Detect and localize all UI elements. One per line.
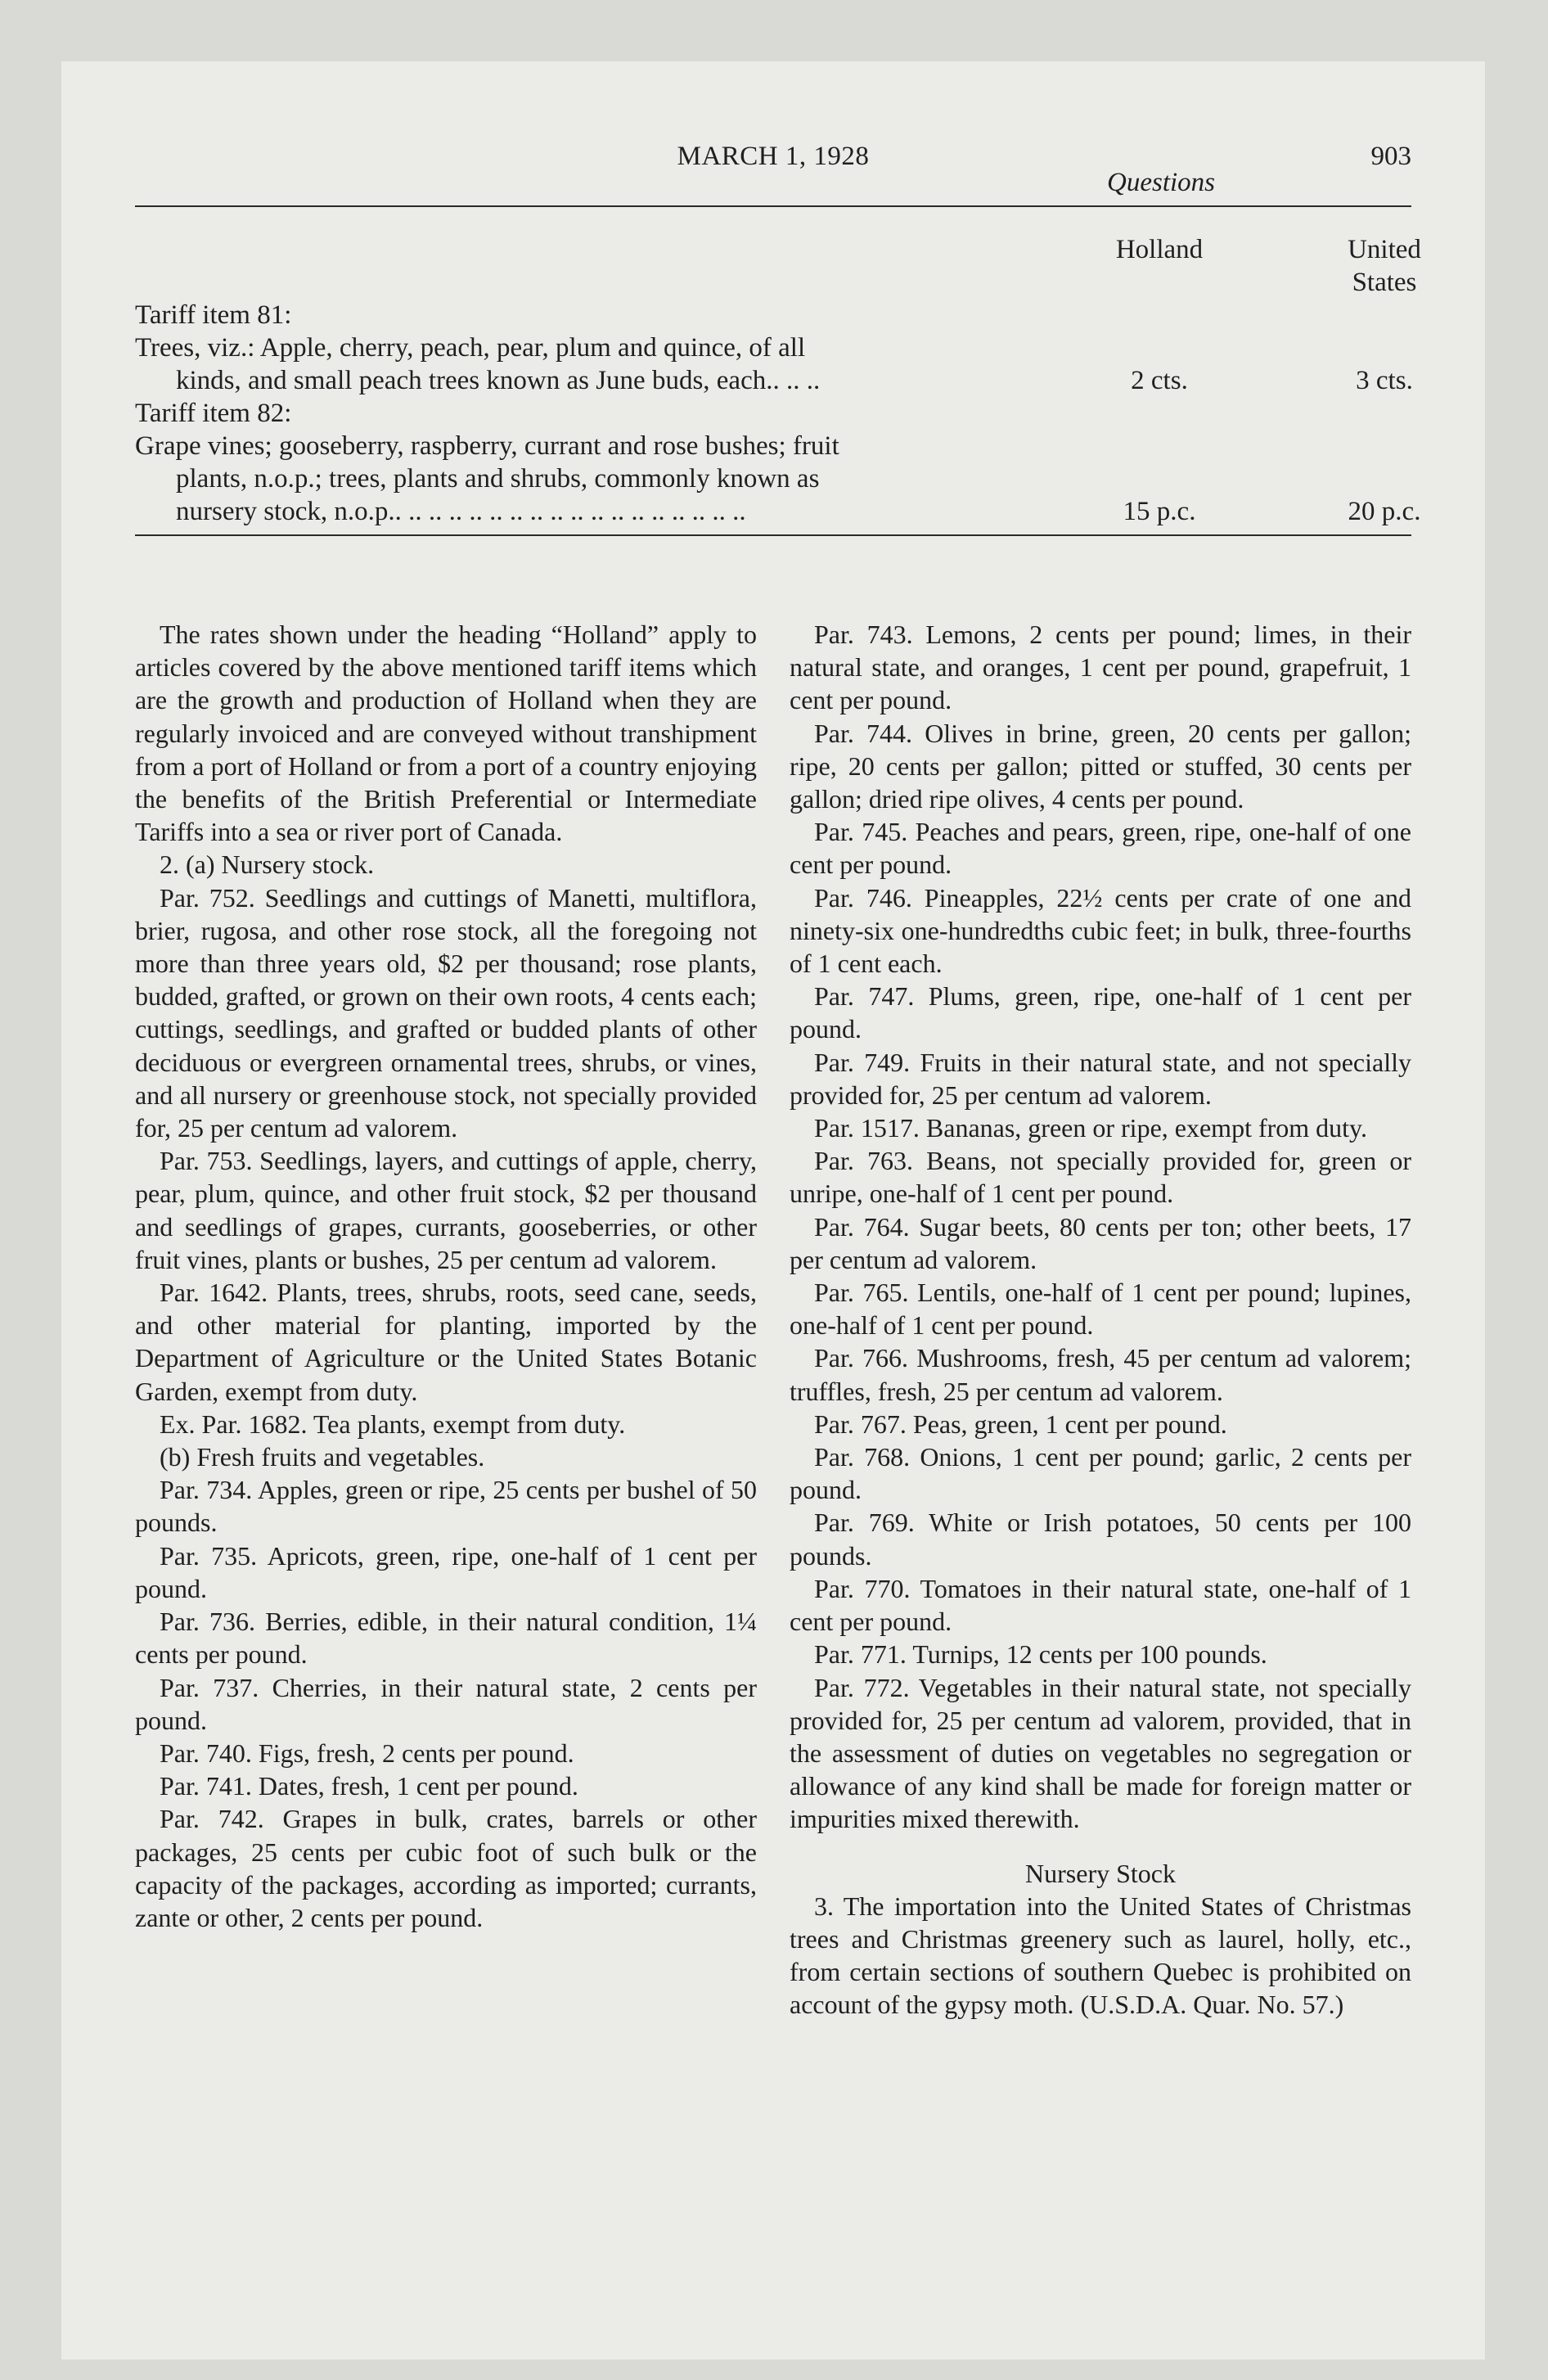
paragraph: Par. 742. Grapes in bulk, crates, barrels or other packages, 25 cents per cubic foot of such bulk or the capacity of the packages, according as imported; currants, zante or other, 2 cents per pound. <box>135 1804 757 1932</box>
paragraph: Par. 737. Cherries, in their natural state, 2 cents per pound. <box>135 1672 757 1735</box>
rate-united-states: 3 cts. <box>1356 366 1413 395</box>
paragraph: Par. 741. Dates, fresh, 1 cent per pound. <box>160 1771 578 1801</box>
paragraph: Par. 1642. Plants, trees, shrubs, roots, seed cane, seeds, and other material for planting, imported by the Department of Agriculture or the United States Botanic Garden, exempt from duty. <box>135 1278 757 1406</box>
paragraph: Par. 767. Peas, green, 1 cent per pound. <box>814 1409 1227 1439</box>
paragraph: Par. 753. Seedlings, layers, and cuttings of apple, cherry, pear, plum, quince, and other fruit stock, $2 per thousand and seedlings of grapes, currants, gooseberries, or other fruit vines, plants or bushes, 25 per centum ad valorem. <box>135 1146 757 1274</box>
paragraph: Par. 765. Lentils, one-half of 1 cent per pound; lupines, one-half of 1 cent per pound. <box>790 1278 1411 1341</box>
tariff-row-text: Trees, viz.: Apple, cherry, peach, pear, plum and quince, of all <box>135 333 806 363</box>
right-column <box>790 618 1411 2022</box>
tariff-row <box>135 495 1421 528</box>
paragraph: (b) Fresh fruits and vegetables. <box>160 1442 485 1472</box>
paragraph: Par. 769. White or Irish potatoes, 50 cents per 100 pounds. <box>790 1508 1411 1571</box>
paragraph: Par. 746. Pineapples, 22½ cents per crate of one and ninety-six one-hundredths cubic feet; in bulk, three-fourths of 1 cent each. <box>790 882 1411 979</box>
tariff-row-text: nursery stock, n.o.p.. .. .. .. .. .. .. .. .. .. .. .. .. .. .. .. .. .. <box>176 497 746 526</box>
tariff-row <box>135 364 1411 397</box>
tariff-row-text: kinds, and small peach trees known as June buds, each.. .. .. <box>176 366 821 395</box>
header-date: MARCH 1, 1928 <box>677 142 870 171</box>
document-page <box>61 61 1485 2360</box>
column-holland: Holland <box>1115 235 1204 264</box>
paragraph: Par. 736. Berries, edible, in their natural condition, 1¼ cents per pound. <box>135 1607 757 1670</box>
rate-united-states: 20 p.c. <box>1348 497 1421 526</box>
header-rule <box>135 205 1411 207</box>
tariff-row <box>135 462 1411 495</box>
page-header <box>135 142 1411 199</box>
paragraph: 2. (a) Nursery stock. <box>160 850 375 880</box>
tariff-row-text: Tariff item 82: <box>135 399 292 428</box>
paragraph: Par. 747. Plums, green, ripe, one-half of 1 cent per pound. <box>790 981 1411 1044</box>
paragraph: Par. 744. Olives in brine, green, 20 cents per gallon; ripe, 20 cents per gallon; pitted or stuffed, 30 cents per gallon; dried ripe olives, 4 cents per pound. <box>790 718 1411 814</box>
paragraph: Par. 734. Apples, green or ripe, 25 cents per bushel of 50 pounds. <box>135 1475 757 1538</box>
paragraph: Par. 1517. Bananas, green or ripe, exempt from duty. <box>814 1113 1367 1143</box>
paragraph: Par. 771. Turnips, 12 cents per 100 pounds. <box>814 1639 1267 1670</box>
paragraph: Par. 766. Mushrooms, fresh, 45 per centum ad valorem; truffles, fresh, 25 per centum ad valorem. <box>790 1343 1411 1406</box>
paragraph: Par. 770. Tomatoes in their natural state, one-half of 1 cent per pound. <box>790 1573 1411 1637</box>
header-section: Questions <box>1107 168 1215 197</box>
rate-holland: 2 cts. <box>1131 366 1188 395</box>
paragraph: Ex. Par. 1682. Tea plants, exempt from duty. <box>160 1409 626 1439</box>
tariff-row <box>135 430 1411 462</box>
paragraph: Par. 735. Apricots, green, ripe, one-half of 1 cent per pound. <box>135 1540 757 1603</box>
paragraph: Par. 764. Sugar beets, 80 cents per ton; other beets, 17 per centum ad valorem. <box>790 1211 1411 1274</box>
paragraph: Par. 745. Peaches and pears, green, ripe, one-half of one cent per pound. <box>790 817 1411 880</box>
rate-holland: 15 p.c. <box>1123 497 1196 526</box>
paragraph: Par. 772. Vegetables in their natural state, not specially provided for, 25 per centum ad valorem, provided, that in the assessment of duties on vegetables no segregation or allowance of any kind shall be made for foreign matter or impurities mixed therewith. <box>790 1672 1411 1834</box>
tariff-row <box>135 331 1411 364</box>
paragraph: Par. 749. Fruits in their natural state, and not specially provided for, 25 per centum ad valorem. <box>790 1047 1411 1110</box>
tariff-row-text: Grape vines; gooseberry, raspberry, currant and rose bushes; fruit <box>135 431 839 461</box>
section-heading: Nursery Stock <box>1025 1858 1176 1888</box>
paragraph: 3. The importation into the United States of Christmas trees and Christmas greenery such as laurel, holly, etc., from certain sections of southern Quebec is prohibited on account of the gypsy moth. (U.S.D.A. Quar. No. 57.) <box>790 1891 1411 2020</box>
page-number: 903 <box>1370 142 1411 171</box>
tariff-row <box>135 397 1411 430</box>
paragraph: Par. 763. Beans, not specially provided for, green or unripe, one-half of 1 cent per pound. <box>790 1146 1411 1209</box>
tariff-row <box>135 299 1411 331</box>
left-column <box>135 618 757 1934</box>
paragraph: Par. 752. Seedlings and cuttings of Manetti, multiflora, brier, rugosa, and other rose stock, all the foregoing not more than three years old, $2 per thousand; rose plants, budded, grafted, or grown on their own roots, 4 cents each; cuttings, seedlings, and grafted or budded plants of other deciduous or evergreen ornamental trees, shrubs, or vines, and all nursery or greenhouse stock, not specially provided for, 25 per centum ad valorem. <box>135 882 757 1143</box>
column-united-states: United States <box>1348 235 1421 297</box>
paragraph: Par. 740. Figs, fresh, 2 cents per pound. <box>160 1738 574 1768</box>
paragraph: Par. 743. Lemons, 2 cents per pound; limes, in their natural state, and oranges, 1 cent per pound, grapefruit, 1 cent per pound. <box>790 620 1411 715</box>
tariff-row-text: plants, n.o.p.; trees, plants and shrubs, commonly known as <box>176 464 820 494</box>
paragraph: Par. 768. Onions, 1 cent per pound; garlic, 2 cents per pound. <box>790 1442 1411 1505</box>
table-bottom-rule <box>135 534 1411 536</box>
paragraph: The rates shown under the heading “Holland” apply to articles covered by the above mentioned tariff items which are the growth and production of Holland when they are regularly invoiced and are conveyed without transhipment from a port of Holland or from a port of a country enjoying the benefits of the British Preferential or Intermediate Tariffs into a sea or river port of Canada. <box>135 620 757 847</box>
tariff-row-text: Tariff item 81: <box>135 300 292 330</box>
